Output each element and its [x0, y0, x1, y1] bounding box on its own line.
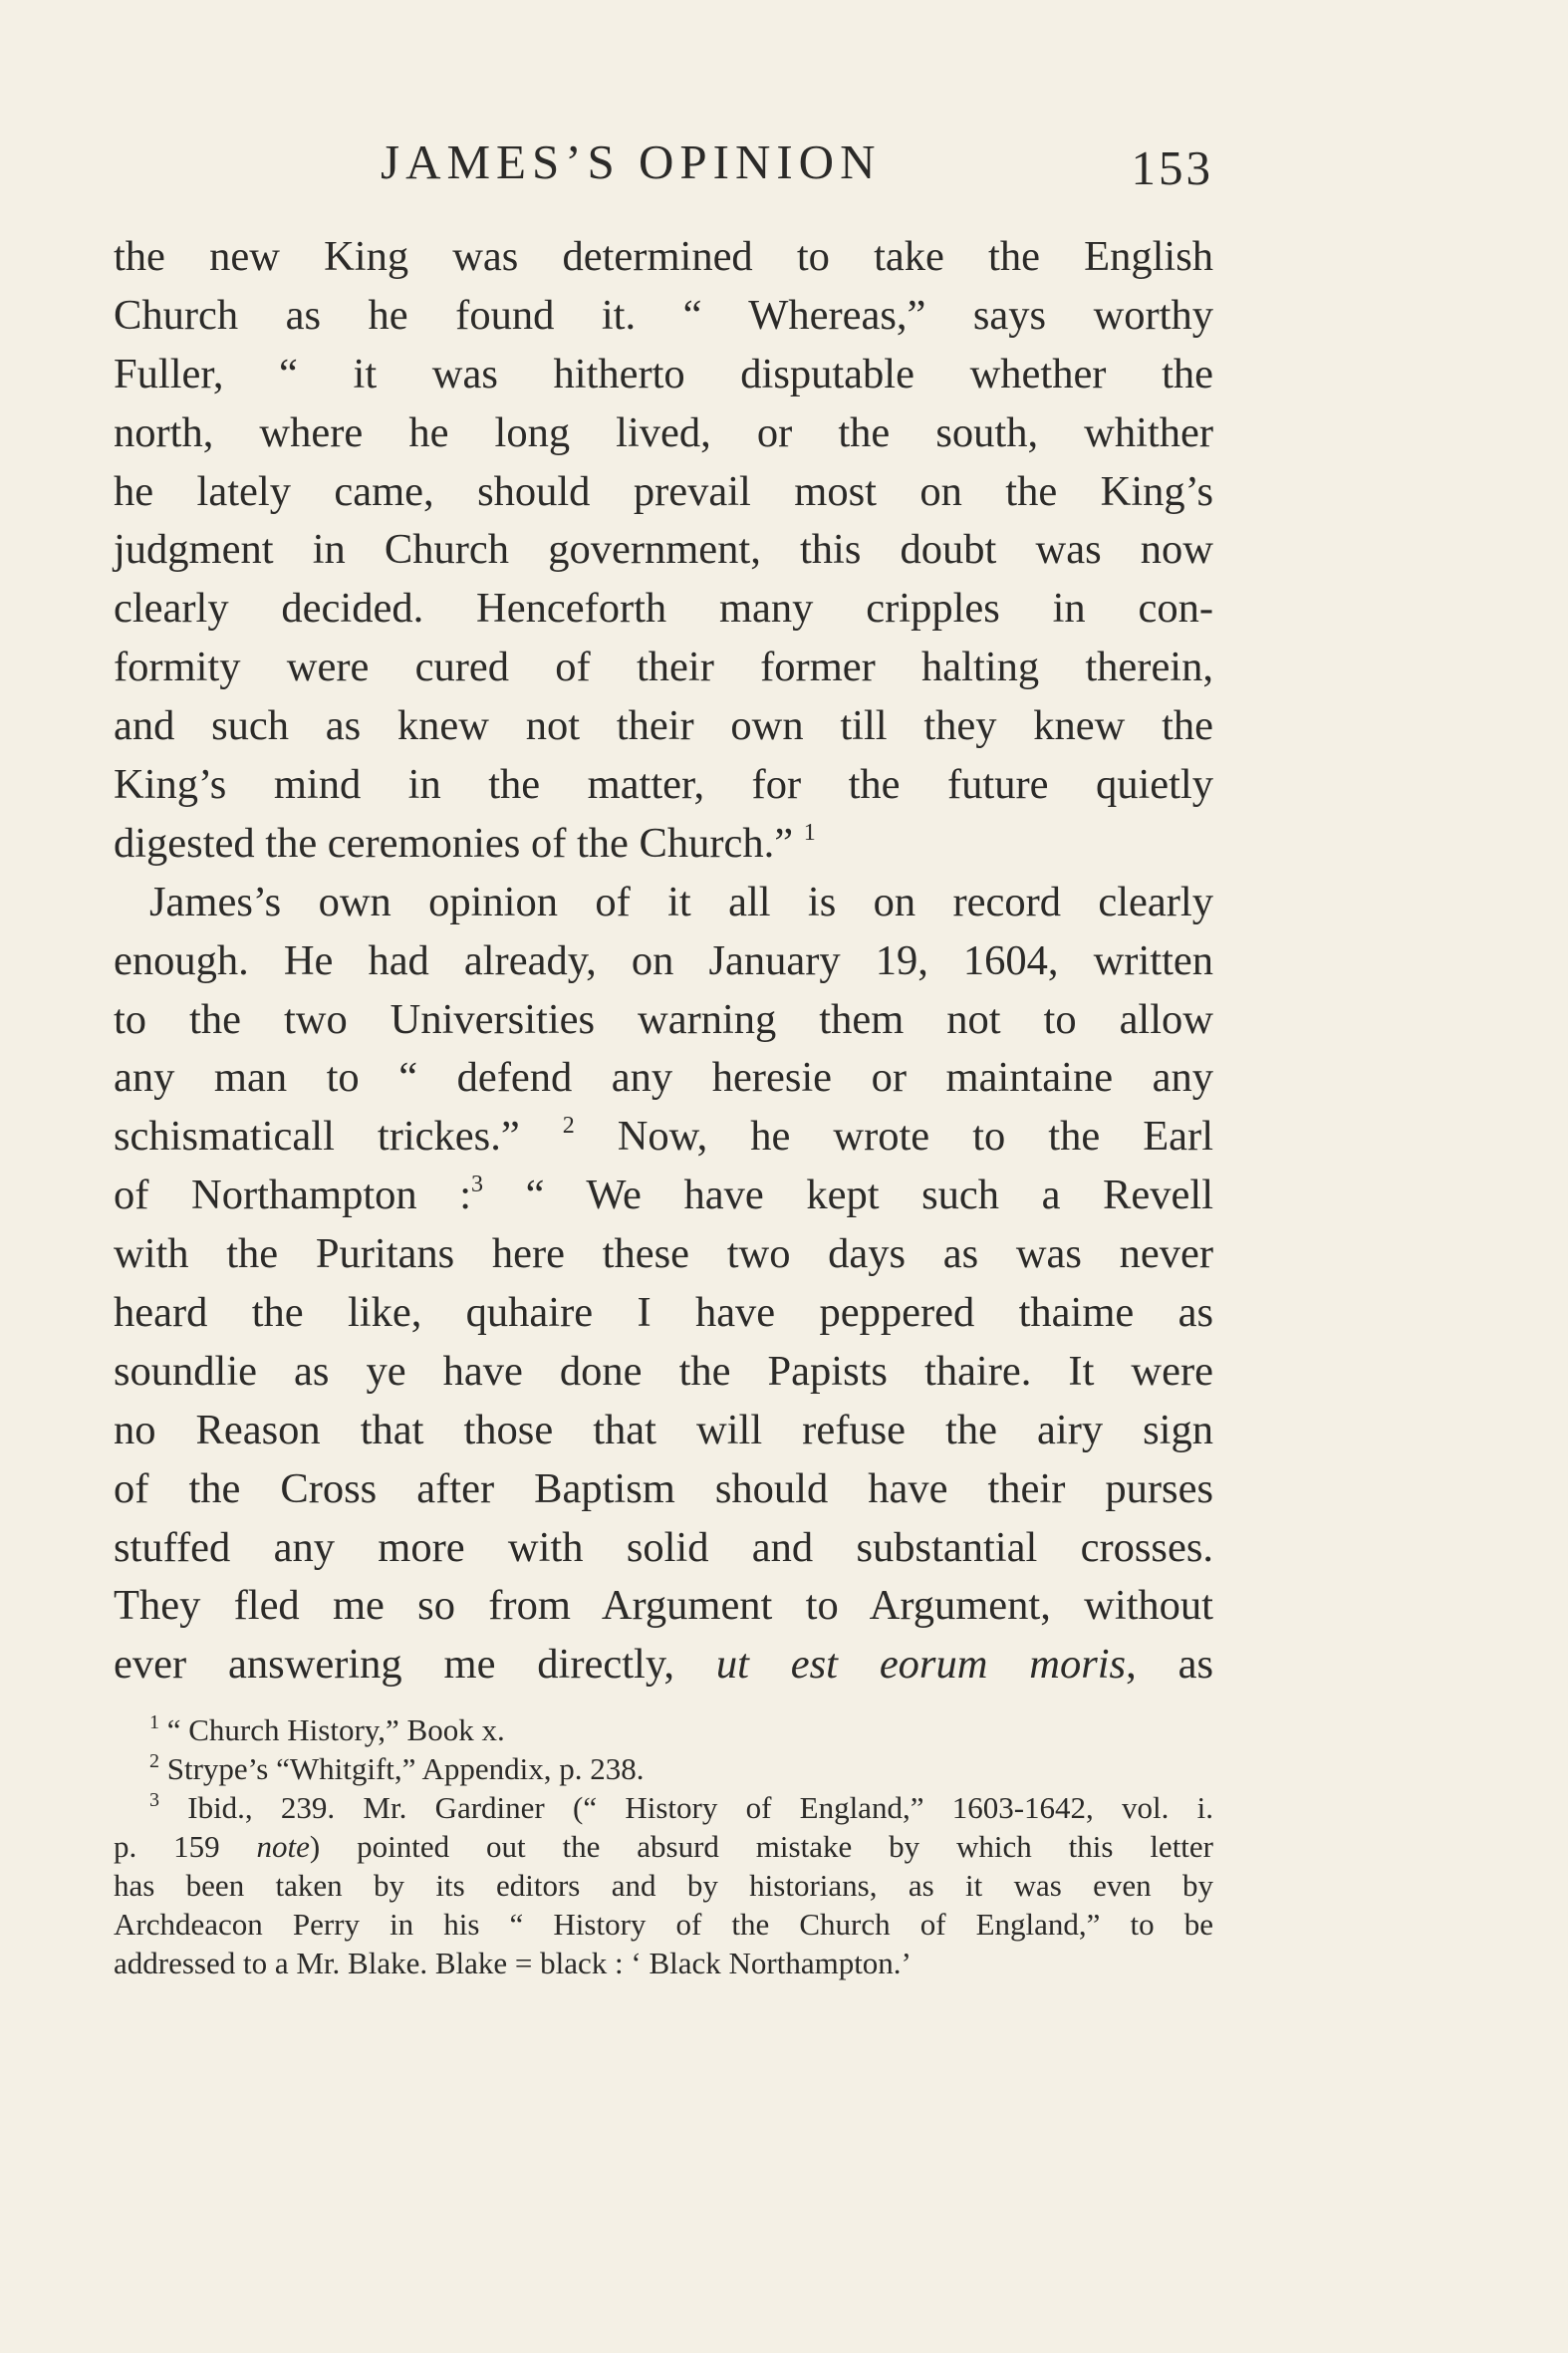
text-line: soundlie as ye have done the Papists thaire. It were: [114, 1347, 1213, 1395]
text-line: any man to “ defend any heresie or maintaine any: [114, 1054, 1213, 1102]
body-text: [114, 228, 1213, 1695]
footnote-2: [114, 1749, 1213, 1788]
footnote-3-line: addressed to a Mr. Blake. Blake = black : ‘ Black Northampton.’: [114, 1946, 912, 1980]
footnote-text: “ Church History,” Book x.: [159, 1712, 505, 1747]
footnote-text: p. 159: [114, 1829, 257, 1864]
footnotes: [114, 1710, 1213, 1982]
footnote-text: Ibid., 239. Mr. Gardiner (“ History of England,” 1603-1642, vol. i.: [159, 1790, 1213, 1825]
text-line: [114, 1167, 1213, 1225]
text-line: judgment in Church government, this doubt was now: [114, 526, 1213, 574]
text-fragment: “ We have kept such a Revell: [483, 1172, 1214, 1219]
text-fragment: ever answering me directly,: [114, 1641, 716, 1689]
footnote-italic: note: [256, 1829, 310, 1864]
footnote-text: Strype’s “Whitgift,” Appendix, p. 238.: [159, 1751, 645, 1786]
text-line: King’s mind in the matter, for the future quietly: [114, 761, 1213, 809]
footnote-3-line: Archdeacon Perry in his “ History of the Church of England,” to be: [114, 1907, 1213, 1942]
footnote-1: [114, 1710, 1213, 1749]
text-line: of the Cross after Baptism should have their purses: [114, 1464, 1213, 1512]
text-fragment: of Northampton :: [114, 1172, 472, 1219]
text-line: enough. He had already, on January 19, 1604, written: [114, 936, 1213, 984]
text-line: no Reason that those that will refuse the airy sign: [114, 1406, 1213, 1453]
text-line: stuffed any more with solid and substantial crosses.: [114, 1523, 1213, 1571]
text-line: [114, 1636, 1213, 1695]
text-line: the new King was determined to take the English: [114, 233, 1213, 280]
text-line: James’s own opinion of it all is on record clearly: [149, 878, 1213, 925]
text-line: [114, 1108, 1213, 1167]
text-line: clearly decided. Henceforth many cripples in con-: [114, 585, 1213, 633]
text-fragment: schismaticall trickes.”: [114, 1113, 520, 1161]
text-line: Church as he found it. “ Whereas,” says worthy: [114, 291, 1213, 339]
text-line: he lately came, should prevail most on the King’s: [114, 467, 1213, 515]
footnote-ref-1: 1: [803, 819, 816, 846]
text-line: heard the like, quhaire I have peppered thaime as: [114, 1289, 1213, 1337]
footnote-mark: 1: [149, 1711, 159, 1733]
footnote-mark: 2: [149, 1750, 159, 1772]
latin-phrase: ut est eorum moris: [715, 1641, 1127, 1689]
text-fragment: , as: [1126, 1641, 1213, 1689]
text-line: [114, 815, 1213, 874]
text-line: north, where he long lived, or the south, whither: [114, 408, 1213, 456]
footnote-3-line: [114, 1827, 1213, 1866]
page-header: [114, 128, 1213, 197]
text-fragment: Now, he wrote to the Earl: [574, 1113, 1214, 1161]
footnote-mark: 3: [149, 1789, 159, 1811]
text-fragment: digested the ceremonies of the Church.”: [114, 819, 794, 867]
footnote-ref-2: 2: [562, 1113, 575, 1140]
page-number: 153: [1131, 140, 1213, 195]
footnote-3: [114, 1788, 1213, 1827]
text-line: formity were cured of their former halting therein,: [114, 644, 1213, 691]
text-line: and such as knew not their own till they knew the: [114, 702, 1213, 750]
footnote-ref-3: 3: [471, 1172, 484, 1198]
text-line: They fled me so from Argument to Argument, without: [114, 1582, 1213, 1630]
running-title: JAMES’S OPINION: [381, 134, 882, 189]
footnote-3-line: has been taken by its editors and by historians, as it was even by: [114, 1868, 1213, 1903]
text-line: with the Puritans here these two days as was never: [114, 1230, 1213, 1278]
footnote-text: ) pointed out the absurd mistake by which this letter: [309, 1829, 1213, 1864]
text-line: to the two Universities warning them not to allow: [114, 995, 1213, 1043]
text-line: Fuller, “ it was hitherto disputable whether the: [114, 350, 1213, 397]
